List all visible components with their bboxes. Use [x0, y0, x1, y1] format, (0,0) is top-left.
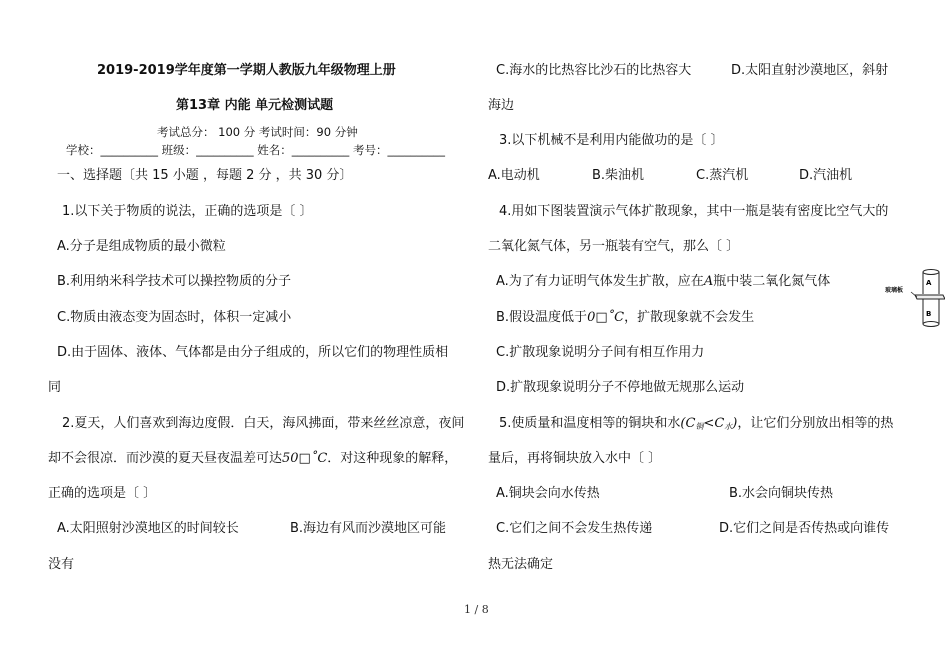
temperature-value: 0□˚C [587, 310, 625, 325]
question-5-line-2: 量后，再将铜块放入水中〔 〕 [488, 451, 662, 466]
question-1-option-b: B.利用纳米科学技术可以操控物质的分子 [57, 274, 292, 289]
formula-less-than: < [703, 416, 715, 431]
question-1-option-d: D.由于固体、液体、气体都是由分子组成的，所以它们的物理性质相 [57, 345, 449, 360]
question-5-option-a: A.铜块会向水传热 [496, 486, 600, 501]
question-5-text-pre: 5.使质量和温度相等的铜块和水 [499, 416, 681, 431]
question-5-line-1 [499, 415, 893, 436]
question-3-option-b: B.柴油机 [592, 168, 645, 183]
option-a-text-post: 瓶中装二氧化氮气体 [713, 274, 831, 289]
question-1-stem: 1.以下关于物质的说法，正确的选项是〔 〕 [62, 204, 313, 219]
question-2-text-b: ．对这种现象的解释， [327, 451, 458, 466]
question-1-option-a: A.分子是组成物质的最小微粒 [57, 239, 226, 254]
option-b-text-post: ，扩散现象就不会发生 [624, 310, 755, 325]
question-3-option-c: C.蒸汽机 [696, 168, 749, 183]
formula-sub-copper: 铜 [695, 422, 704, 431]
chapter-title: 第13章 内能 单元检测试题 [176, 98, 334, 113]
bottle-a-label: A [926, 279, 932, 287]
bottle-b-label: B [926, 310, 932, 318]
question-2-line-1: 2.夏天，人们喜欢到海边度假．白天，海风拂面，带来丝丝凉意，夜间 [62, 416, 465, 431]
formula-symbol: C [714, 416, 725, 431]
exam-info: 考试总分： 100 分 考试时间：90 分钟 [157, 125, 358, 139]
question-3-stem: 3.以下机械不是利用内能做功的是〔 〕 [499, 133, 724, 148]
question-2-option-c: C.海水的比热容比沙石的比热容大 [496, 63, 692, 78]
option-a-text-pre: A.为了有力证明气体发生扩散，应在 [496, 274, 704, 289]
question-4-option-c: C.扩散现象说明分子间有相互作用力 [496, 345, 705, 360]
question-2-option-b: B.海边有风而沙漠地区可能 [290, 521, 447, 536]
formula-sub-water: 水 [724, 422, 733, 431]
question-2-option-d-cont: 海边 [488, 98, 515, 113]
question-1-option-d-cont: 同 [48, 380, 62, 395]
question-2-option-b-cont: 没有 [48, 557, 75, 572]
question-4-line-2: 二氧化氮气体，另一瓶装有空气，那么〔 〕 [488, 239, 740, 254]
question-2-line-2 [48, 450, 457, 468]
question-4-option-b [496, 309, 754, 327]
exam-title: 2019-2019学年度第一学期人教版九年级物理上册 [97, 63, 396, 78]
question-2-text-a: 却不会很凉．而沙漠的夏天昼夜温差可达 [48, 451, 283, 466]
formula-symbol: C [685, 416, 696, 431]
question-4-option-d: D.扩散现象说明分子不停地做无规那么运动 [496, 380, 745, 395]
question-1-option-c: C.物质由液态变为固态时，体积一定减小 [57, 310, 292, 325]
question-2-option-d: D.太阳直射沙漠地区，斜射 [731, 63, 889, 78]
question-2-option-a: A.太阳照射沙漠地区的时间较长 [57, 521, 239, 536]
bottle-variable: A [703, 274, 714, 289]
question-4-line-1: 4.用如下图装置演示气体扩散现象，其中一瓶是装有密度比空气大的 [499, 204, 889, 219]
temperature-value: 50□˚C [282, 451, 328, 466]
page-number: 1 / 8 [464, 603, 489, 616]
question-5-text-post: ，让它们分别放出相等的热 [737, 416, 894, 431]
question-4-option-a [496, 273, 830, 291]
glass-plate-label: 玻璃板 [885, 287, 904, 294]
question-3-option-a: A.电动机 [488, 168, 540, 183]
question-2-line-3: 正确的选项是〔 〕 [48, 486, 157, 501]
question-5-option-d-cont: 热无法确定 [488, 557, 554, 572]
question-5-option-d: D.它们之间是否传热或向谁传 [719, 521, 890, 536]
student-info-line: 学校：__________ 班级：__________ 姓名：__________ 考号：__________ [66, 143, 445, 157]
question-5-option-b: B.水会向铜块传热 [729, 486, 834, 501]
specific-heat-formula: $(C_铜<C_水)$ [680, 416, 738, 431]
section-heading: 一、选择题〔共 15 小题 ，每题 2 分 ，共 30 分〕 [57, 168, 353, 183]
option-b-text-pre: B.假设温度低于 [496, 310, 588, 325]
diffusion-apparatus-figure [885, 268, 945, 330]
question-3-option-d: D.汽油机 [799, 168, 853, 183]
question-5-option-c: C.它们之间不会发生热传递 [496, 521, 653, 536]
